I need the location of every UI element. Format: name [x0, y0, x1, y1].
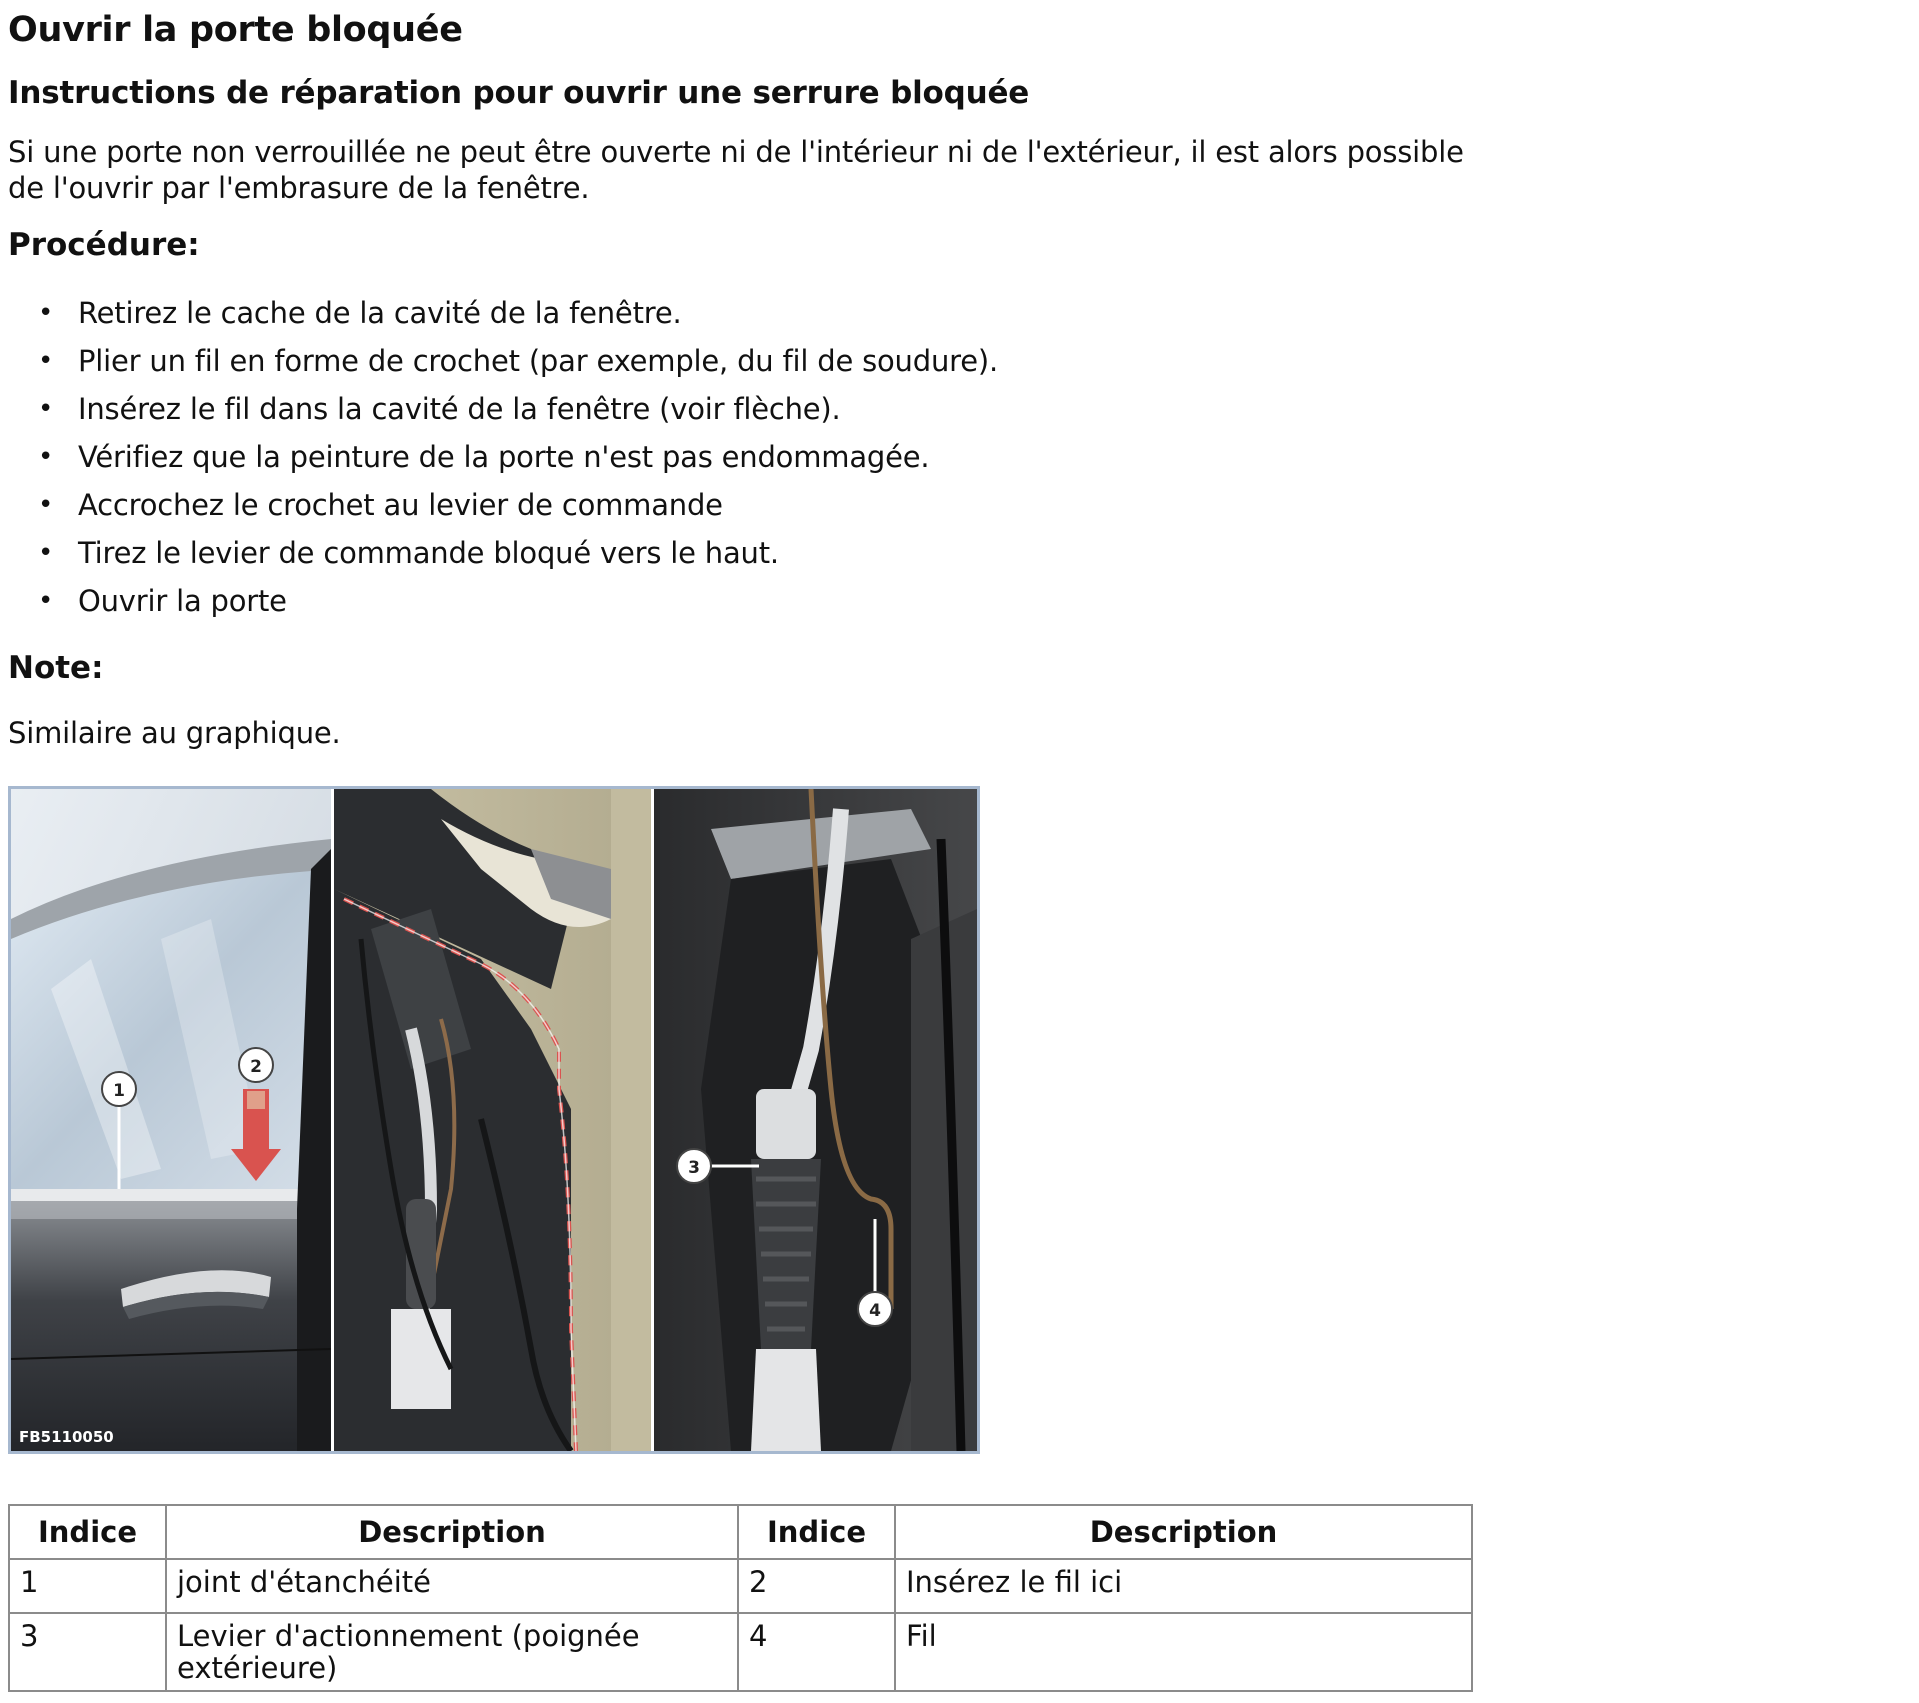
callout-4-label: 4	[869, 1301, 881, 1321]
bullet-icon: •	[38, 490, 54, 520]
callout-1-label: 1	[113, 1081, 125, 1101]
column-header: Indice	[9, 1505, 166, 1559]
procedure-step: • Plier un fil en forme de crochet (par exemple, du fil de soudure).	[38, 344, 998, 378]
table-cell: Insérez le fil ici	[895, 1559, 1472, 1613]
bullet-icon: •	[38, 346, 54, 376]
bullet-icon: •	[38, 298, 54, 328]
page-title: Ouvrir la porte bloquée	[8, 10, 463, 50]
procedure-step: • Tirez le levier de commande bloqué vers le haut.	[38, 536, 779, 570]
procedure-title: Procédure:	[8, 227, 200, 263]
table-header-row	[9, 1505, 1472, 1559]
procedure-step: • Insérez le fil dans la cavité de la fenêtre (voir flèche).	[38, 392, 841, 426]
column-header: Indice	[738, 1505, 895, 1559]
page-subtitle: Instructions de réparation pour ouvrir une serrure bloquée	[8, 75, 1030, 111]
repair-illustration	[8, 786, 980, 1454]
table-cell: 3	[9, 1613, 166, 1691]
legend-table	[8, 1504, 1473, 1692]
bullet-icon: •	[38, 538, 54, 568]
intro-paragraph: Si une porte non verrouillée ne peut être ouverte ni de l'intérieur ni de l'extérieur, il est alors possible de l'ouvrir par l'embrasure de la fenêtre.	[8, 135, 1464, 205]
callout-3-label: 3	[688, 1158, 700, 1178]
bullet-icon: •	[38, 586, 54, 616]
panel-door-cavity	[334, 789, 651, 1451]
note-title: Note:	[8, 650, 104, 686]
table-row	[9, 1613, 1472, 1691]
procedure-step: • Vérifiez que la peinture de la porte n'est pas endommagée.	[38, 440, 930, 474]
callout-2-label: 2	[250, 1057, 262, 1077]
bullet-icon: •	[38, 394, 54, 424]
table-row	[9, 1559, 1472, 1613]
table-cell: 1	[9, 1559, 166, 1613]
procedure-steps	[8, 294, 998, 630]
table-cell: 2	[738, 1559, 895, 1613]
panel-lock-mechanism	[654, 789, 977, 1451]
table-cell: Fil	[895, 1613, 1472, 1691]
column-header: Description	[895, 1505, 1472, 1559]
figure-code: FB5110050	[19, 1428, 114, 1446]
table-cell: 4	[738, 1613, 895, 1691]
panel-door-exterior	[11, 789, 331, 1451]
procedure-step: • Accrochez le crochet au levier de commande	[38, 488, 723, 522]
column-header: Description	[166, 1505, 738, 1559]
note-text: Similaire au graphique.	[8, 716, 341, 750]
procedure-step: • Ouvrir la porte	[38, 584, 287, 618]
bullet-icon: •	[38, 442, 54, 472]
table-cell: Levier d'actionnement (poignée extérieure)	[166, 1613, 738, 1691]
procedure-step: • Retirez le cache de la cavité de la fenêtre.	[38, 296, 682, 330]
table-cell: joint d'étanchéité	[166, 1559, 738, 1613]
